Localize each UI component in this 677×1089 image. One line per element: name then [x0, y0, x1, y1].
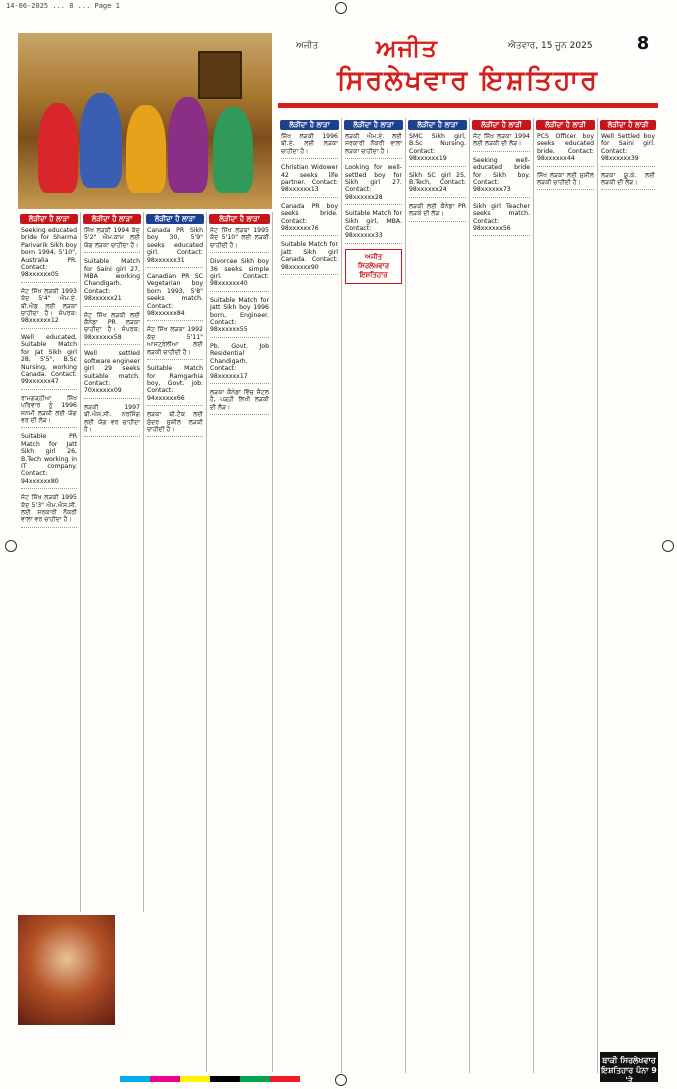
- classified-ad: ਸਿੱਖ ਲੜਕਾ ਲਈ ਸੁਸ਼ੀਲ ਲੜਕੀ ਚਾਹੀਦੀ ਹੈ।: [537, 172, 594, 191]
- classified-ad: ਸਿੱਖ ਲੜਕੀ 1994 ਕੱਦ 5'2" ਐਮ.ਕਾਮ ਲਈ ਯੋਗ ਲੜਕਾ ਚਾਹੀਦਾ ਹੈ।: [84, 227, 140, 253]
- masthead-brand: ਅਜੀਤ: [376, 33, 438, 62]
- continued-notice: ਬਾਕੀ ਸਿਰਲੇਖਵਾਰ ਇਸ਼ਤਿਹਾਰ ਪੰਨਾ 9 'ਤੇ: [600, 1052, 658, 1082]
- column-header: ਲੋੜੀਂਦਾ ਹੈ ਲਾੜਾ: [83, 214, 141, 224]
- woman-figure: [168, 97, 208, 193]
- classified-ad: Looking for well-settled boy for Sikh girl 27. Contact: 98xxxxxx28: [345, 164, 402, 205]
- classified-ad: Pb. Govt. Job Residential Chandigarh. Contact: 98xxxxxx17: [210, 343, 269, 384]
- classified-ad: Well educated, Suitable Match for Jat Sikh girl 28, 5'5", B.Sc Nursing, working Canada. Contact: 99xxxxxx47: [21, 334, 77, 390]
- classified-ad: SMC Sikh girl, B.Sc Nursing. Contact: 98xxxxxx19: [409, 133, 466, 167]
- woman-figure: [80, 93, 122, 188]
- column-header: ਲੋੜੀਂਦਾ ਹੈ ਲਾੜਾ: [146, 214, 204, 224]
- color-swatch: [150, 1076, 180, 1082]
- classified-ad: Canada PR Sikh boy 30, 5'9" seeks educated girl. Contact: 98xxxxxx31: [147, 227, 203, 268]
- classified-ad: ਜੱਟ ਸਿੱਖ ਲੜਕੀ 1993 ਕੱਦ 5'4" ਐਮ.ਏ. ਬੀ.ਐਡ ਲਈ ਲੜਕਾ ਚਾਹੀਦਾ ਹੈ। ਸੰਪਰਕ: 98xxxxxx12: [21, 288, 77, 329]
- column-header: ਲੋੜੀਂਦਾ ਹੈ ਲਾੜਾ: [280, 120, 339, 130]
- classified-ad: ਲੜਕੀ ਲਈ ਕੈਨੇਡਾ PR ਲੜਕੇ ਦੀ ਲੋੜ।: [409, 203, 466, 222]
- classified-ad: ਲੜਕੀ 1997 ਬੀ.ਐਸ.ਸੀ. ਨਰਸਿੰਗ ਲਈ ਯੋਗ ਵਰ ਚਾਹੀਦਾ ਹੈ।: [84, 404, 140, 438]
- women-gathering-illustration: [18, 33, 272, 209]
- woman-figure: [213, 107, 253, 193]
- classified-ad: Well settled software engineer girl 29 seeks suitable match. Contact: 70xxxxxx09: [84, 350, 140, 398]
- classified-ad: ਜੱਟ ਸਿੱਖ ਲੜਕੀ ਲਈ ਕੈਨੇਡਾ PR ਲੜਕਾ ਚਾਹੀਦਾ ਹੈ। ਸੰਪਰਕ: 98xxxxxx58: [84, 312, 140, 346]
- classified-ad: ਲੜਕੀ ਐਮ.ਏ. ਲਈ ਸਰਕਾਰੀ ਨੌਕਰੀ ਵਾਲਾ ਲੜਕਾ ਚਾਹੀਦਾ ਹੈ।: [345, 133, 402, 159]
- section-title: ਸਿਰਲੇਖਵਾਰ ਇਸ਼ਤਿਹਾਰ: [336, 65, 599, 96]
- classified-ad: ਰਾਮਗੜ੍ਹੀਆ ਸਿੱਖ ਪਰਿਵਾਰ ਨੂੰ 1996 ਜਨਮੀ ਲੜਕੀ ਲਈ ਯੋਗ ਵਰ ਦੀ ਲੋੜ।: [21, 395, 77, 429]
- boxed-ad: ਅਜੀਤ ਸਿਰਲੇਖਵਾਰ ਇਸ਼ਤਿਹਾਰ: [345, 249, 402, 284]
- classified-ad: Sikh SC girl 25, B.Tech, Contact: 98xxxxxx24: [409, 172, 466, 198]
- crop-mark-icon: [335, 2, 347, 14]
- color-swatch: [180, 1076, 210, 1082]
- column-header: ਲੋੜੀਂਦਾ ਹੈ ਲਾੜੀ: [536, 120, 595, 130]
- classified-ad: ਲੜਕਾ ਕੈਨੇਡਾ ਵਿੱਚ ਸੈਟਲ ਹੈ, ਪੜ੍ਹੀ ਲਿਖੀ ਲੜਕੀ ਦੀ ਲੋੜ।: [210, 389, 269, 415]
- classified-column: [144, 212, 207, 1072]
- classified-ad: Well Settled boy for Saini girl. Contact: 98xxxxxx39: [601, 133, 655, 167]
- masthead: [278, 33, 658, 113]
- crop-mark-icon: [335, 1074, 347, 1086]
- classified-column: [81, 212, 144, 912]
- classified-ad: ਜੱਟ ਸਿੱਖ ਲੜਕਾ 1992 ਕੱਦ 5'11" ਆਸਟ੍ਰੇਲੀਆ ਲਈ ਲੜਕੀ ਚਾਹੀਦੀ ਹੈ।: [147, 326, 203, 360]
- classified-ad: ਜੱਟ ਸਿੱਖ ਲੜਕਾ 1994 ਲਈ ਲੜਕੀ ਦੀ ਲੋੜ।: [473, 133, 530, 152]
- classified-ad: Sikh girl Teacher seeks match. Contact: 98xxxxxx56: [473, 203, 530, 237]
- classified-column: [18, 212, 81, 912]
- classified-ad: Canada PR boy seeks bride. Contact: 98xxxxxx76: [281, 203, 338, 237]
- classified-ad: Seeking well-educated bride for Sikh boy. Contact: 98xxxxxx73: [473, 157, 530, 198]
- classified-ad: Suitable Match for Saini girl 27, MBA working Chandigarh. Contact: 98xxxxxx21: [84, 258, 140, 306]
- print-colorbar: [120, 1076, 300, 1082]
- classified-ad: ਜੱਟ ਸਿੱਖ ਲੜਕੀ 1995 ਕੱਦ 5'3" ਐਮ.ਐਸ.ਸੀ. ਲਈ ਸਰਕਾਰੀ ਨੌਕਰੀ ਵਾਲਾ ਵਰ ਚਾਹੀਦਾ ਹੈ।: [21, 494, 77, 528]
- classified-column: [598, 118, 658, 1048]
- classified-ad: ਜੱਟ ਸਿੱਖ ਲੜਕਾ 1995 ਕੱਦ 5'10" ਲਈ ਲੜਕੀ ਚਾਹੀਦੀ ਹੈ।: [210, 227, 269, 253]
- classified-column: [342, 118, 406, 1073]
- color-swatch: [120, 1076, 150, 1082]
- column-header: ਲੋੜੀਂਦਾ ਹੈ ਲਾੜਾ: [408, 120, 467, 130]
- crop-mark-icon: [662, 540, 674, 552]
- column-header: ਲੋੜੀਂਦਾ ਹੈ ਲਾੜੀ: [600, 120, 656, 130]
- classified-column: [470, 118, 534, 1073]
- classified-column: [207, 212, 273, 1072]
- crop-mark-icon: [5, 540, 17, 552]
- color-swatch: [270, 1076, 300, 1082]
- bridal-photo: [18, 915, 115, 1025]
- classified-ad: Seeking educated bride for Sharma Parivarik Sikh boy born 1994, 5'10", Australia PR. Contact: 98xxxxxx05: [21, 227, 77, 283]
- column-header: ਲੋੜੀਂਦਾ ਹੈ ਲਾੜੀ: [472, 120, 531, 130]
- classified-column: [406, 118, 470, 1073]
- classified-ad: Divorcee Sikh boy 36 seeks simple girl. Contact: 98xxxxxx40: [210, 258, 269, 292]
- classified-ad: PCS Officer boy seeks educated bride. Contact: 98xxxxxx44: [537, 133, 594, 167]
- classified-ad: Suitable Match for Sikh girl, MBA. Contact: 98xxxxxx33: [345, 210, 402, 244]
- classified-ad: ਲੜਕਾ ਯੂ.ਕੇ. ਲਈ ਲੜਕੀ ਦੀ ਲੋੜ।: [601, 172, 655, 191]
- classified-ad: Suitable Match for Ramgarhia boy, Govt. job. Contact: 94xxxxxx66: [147, 365, 203, 406]
- page-number: 8: [632, 33, 654, 57]
- print-metadata: 14-06-2025 ... 8 ... Page 1: [6, 2, 120, 10]
- color-swatch: [210, 1076, 240, 1082]
- masthead-date: ਐਤਵਾਰ, 15 ਜੂਨ 2025: [508, 41, 593, 51]
- woman-figure: [126, 105, 166, 193]
- classified-ad: Christian Widower 42 seeks life partner. Contact: 98xxxxxx13: [281, 164, 338, 198]
- masthead-city: ਅਜੀਤ: [296, 41, 319, 51]
- column-header: ਲੋੜੀਂਦਾ ਹੈ ਲਾੜਾ: [344, 120, 403, 130]
- classified-ad: Suitable Match for Jatt Sikh boy 1996 born, Engineer. Contact: 98xxxxxx55: [210, 297, 269, 338]
- classified-ad: Suitable Match for Jatt Sikh girl Canada. Contact: 98xxxxxx90: [281, 241, 338, 275]
- classified-ad: Canadian PR SC Vegetarian boy born 1993, 5'8" seeks match. Contact: 98xxxxxx84: [147, 273, 203, 321]
- color-swatch: [240, 1076, 270, 1082]
- classified-column: [278, 118, 342, 1073]
- woman-figure: [38, 103, 78, 193]
- title-underline: [278, 103, 658, 108]
- window: [198, 51, 242, 99]
- classified-ad: ਲੜਕਾ ਬੀ.ਟੈਕ ਲਈ ਸੁੰਦਰ ਸੁਸ਼ੀਲ ਲੜਕੀ ਚਾਹੀਦੀ ਹੈ।: [147, 411, 203, 437]
- column-header: ਲੋੜੀਂਦਾ ਹੈ ਲਾੜਾ: [209, 214, 270, 224]
- column-header: ਲੋੜੀਂਦਾ ਹੈ ਲਾੜਾ: [20, 214, 78, 224]
- classified-column: [534, 118, 598, 1073]
- classified-ad: Suitable PR Match for Jatt Sikh girl 26, B.Tech working in IT company. Contact: 94xxxxxx80: [21, 433, 77, 489]
- classified-ad: ਸਿੱਖ ਲੜਕੀ 1996 ਬੀ.ਏ. ਲਈ ਲੜਕਾ ਚਾਹੀਦਾ ਹੈ।: [281, 133, 338, 159]
